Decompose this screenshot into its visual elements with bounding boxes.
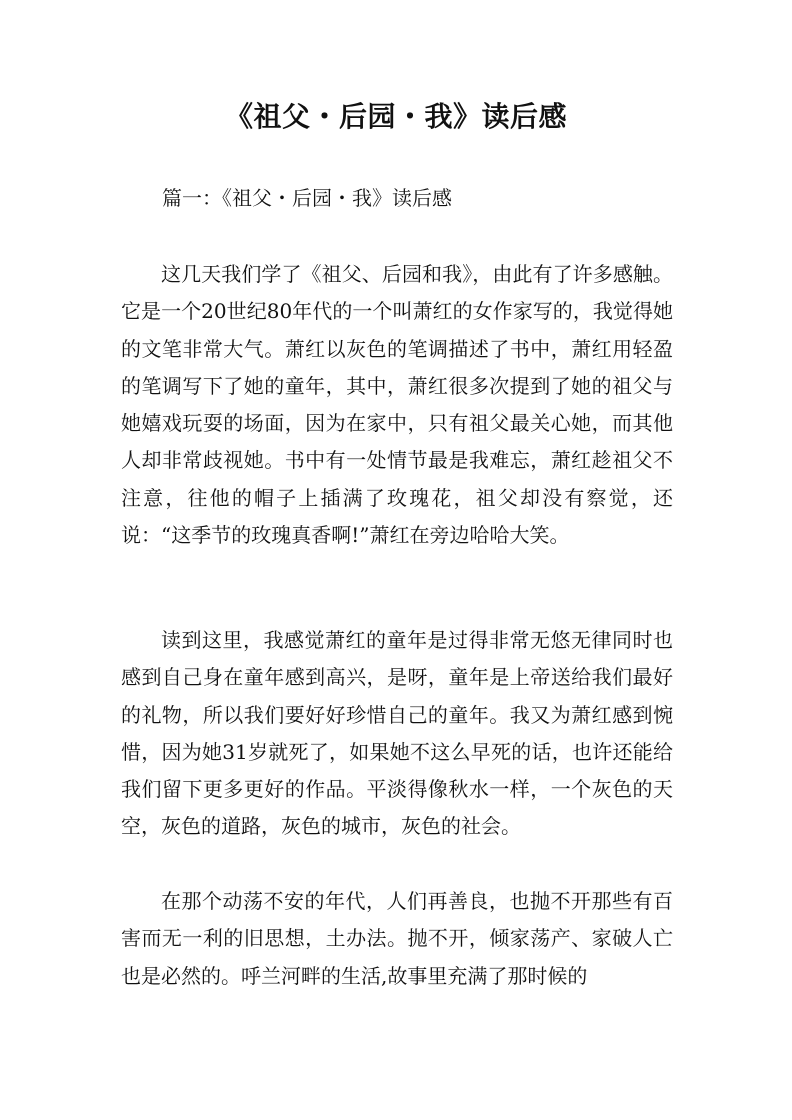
- document-subtitle: 篇一：《祖父・后园・我》读后感: [162, 186, 452, 210]
- paragraph-1: 这几天我们学了《祖父、后园和我》，由此有了许多感触。它是一个20世纪80年代的一个叫萧红的女作家写的，我觉得她的文笔非常大气。萧红以灰色的笔调描述了书中，萧红用轻盈的笔调写下了她的童年，其中，萧红很多次提到了她的祖父与她嬉戏玩耍的场面，因为在家中，只有祖父最关心她，而其他人却非常歧视她。书中有一处情节最是我难忘，萧红趁祖父不注意，往他的帽子上插满了玫瑰花，祖父却没有察觉，还说：“这季节的玫瑰真香啊!”萧红在旁边哈哈大笑。: [121, 262, 673, 548]
- document-title: 《祖父・后园・我》读后感: [224, 100, 567, 133]
- paragraph-2: 读到这里，我感觉萧红的童年是过得非常无悠无律同时也感到自己身在童年感到高兴，是呀，童年是上帝送给我们最好的礼物，所以我们要好好珍惜自己的童年。我又为萧红感到惋惜，因为她31岁就死了，如果她不这么早死的话，也许还能给我们留下更多更好的作品。平淡得像秋水一样，一个灰色的天空，灰色的道路，灰色的城市，灰色的社会。: [121, 628, 673, 839]
- paragraph-3: 在那个动荡不安的年代，人们再善良，也抛不开那些有百害而无一利的旧思想，土办法。抛不开，倾家荡产、家破人亡也是必然的。呼兰河畔的生活,故事里充满了那时候的: [121, 889, 673, 988]
